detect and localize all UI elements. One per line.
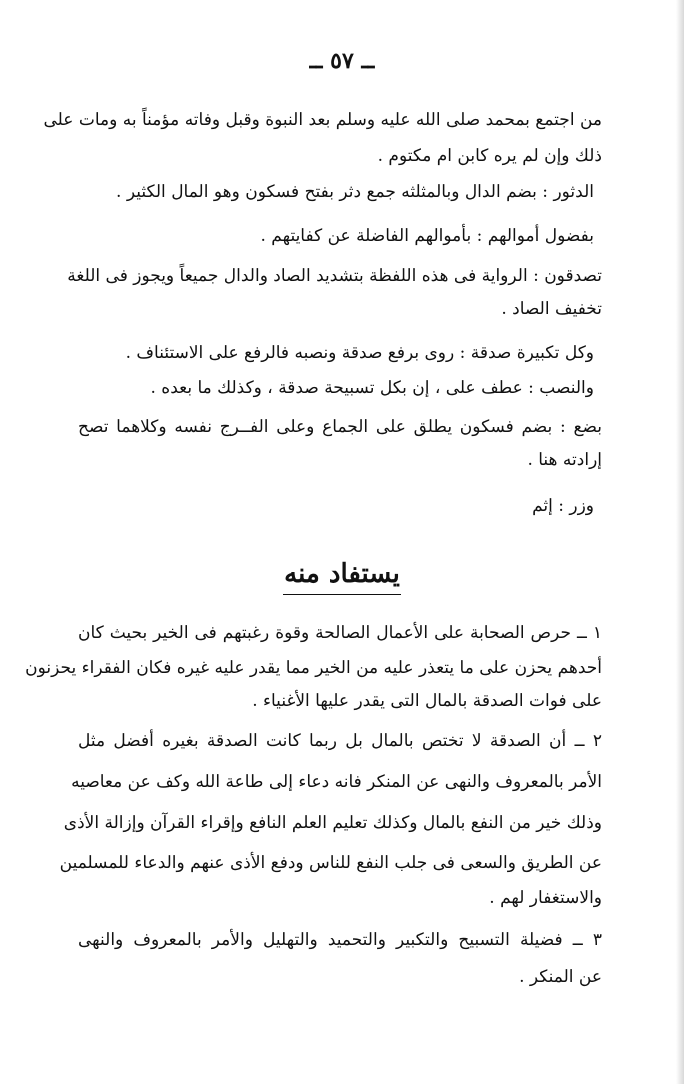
benefit-line-7: عن الطريق والسعى فى جلب النفع للناس ودفع الأذى عنهم والدعاء للمسلمين [59, 853, 602, 873]
benefit-line-6: وذلك خير من النفع بالمال وكذلك تعليم العلم النافع وإقراء القرآن وإزالة الأذى [63, 813, 602, 833]
benefit-line-1: ١ ــ حرص الصحابة على الأعمال الصالحة وقوة رغبتهم فى الخير بحيث كان [78, 623, 602, 643]
benefit-line-5: الأمر بالمعروف والنهى عن المنكر فانه دعاء إلى طاعة الله وكف عن معاصيه [71, 772, 602, 792]
glossary-line-10: إرادته هنا . [527, 450, 602, 470]
page-edge-shadow [676, 0, 684, 1084]
glossary-line-5: تصدقون : الرواية فى هذه اللفظة بتشديد الصاد والدال جميعاً ويجوز فى اللغة [67, 266, 602, 286]
glossary-line-6: تخفيف الصاد . [501, 299, 602, 319]
glossary-line-9: بضع : بضم فسكون يطلق على الجماع وعلى الفــرج نفسه وكلاهما تصح [78, 417, 602, 437]
section-title: يستفاد منه [284, 559, 400, 589]
glossary-line-4: بفضول أموالهم : بأموالهم الفاضلة عن كفايتهم . [260, 226, 594, 246]
benefit-line-9: ٣ ــ فضيلة التسبيح والتكبير والتحميد والتهليل والأمر بالمعروف والنهى [78, 930, 602, 950]
section-title-underline [283, 594, 401, 595]
glossary-line-8: والنصب : عطف على ، إن بكل تسبيحة صدقة ، وكذلك ما بعده . [150, 378, 594, 398]
glossary-line-2: ذلك وإن لم يره كابن ام مكتوم . [377, 146, 602, 166]
benefit-line-4: ٢ ــ أن الصدقة لا تختص بالمال بل ربما كانت الصدقة بغيره أفضل مثل [78, 731, 602, 751]
benefit-line-3: على فوات الصدقة بالمال التى يقدر عليها الأغنياء . [252, 691, 602, 711]
glossary-line-1: من اجتمع بمحمد صلى الله عليه وسلم بعد النبوة وقبل وفاته مؤمناً به ومات على [43, 110, 602, 130]
benefit-line-10: عن المنكر . [519, 967, 602, 987]
glossary-line-3: الدثور : بضم الدال وبالمثلثه جمع دثر بفتح فسكون وهو المال الكثير . [116, 182, 594, 202]
glossary-line-7: وكل تكبيرة صدقة : روى برفع صدقة ونصبه فالرفع على الاستئناف . [125, 343, 594, 363]
page-number: ــ ٥٧ ــ [309, 48, 375, 74]
benefit-line-2: أحدهم يحزن على ما يتعذر عليه من الخير مما يقدر عليه غيره فكان الفقراء يحزنون [25, 658, 602, 678]
glossary-line-11: وزر : إثم [532, 496, 594, 516]
benefit-line-8: والاستغفار لهم . [489, 888, 602, 908]
